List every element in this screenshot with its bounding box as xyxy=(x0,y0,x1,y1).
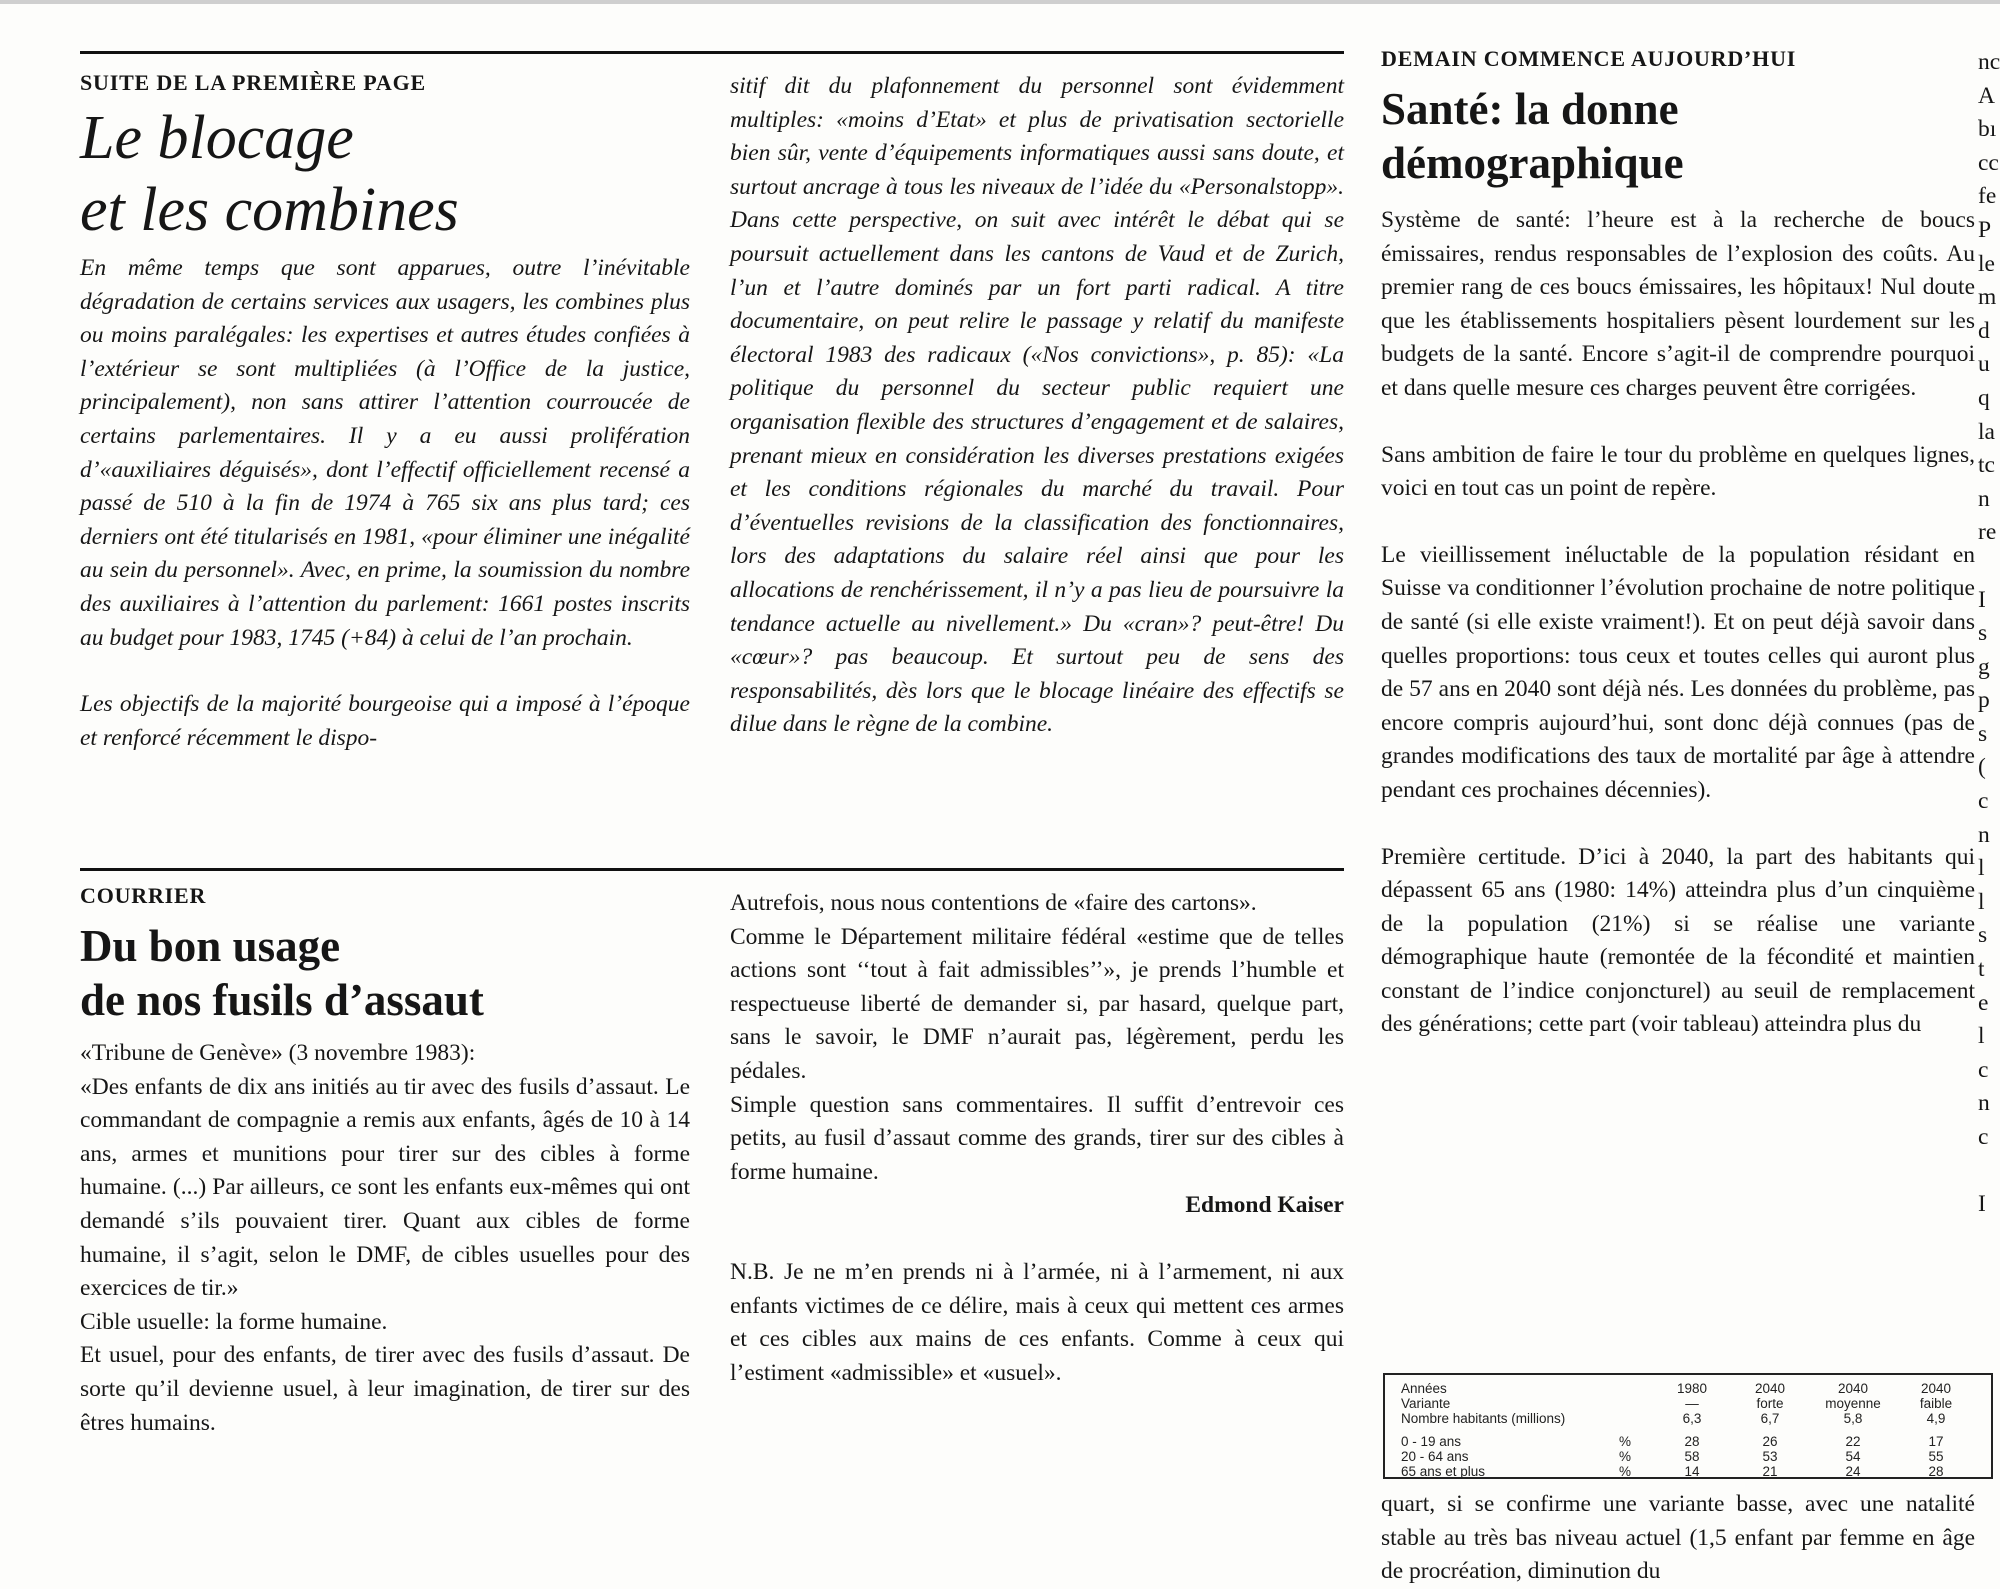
edge-fragment-line: la xyxy=(1978,418,1995,445)
article2-kicker: COURRIER xyxy=(80,883,207,908)
edge-fragment-line: p xyxy=(1978,687,1990,714)
article3-title-line2: démographique xyxy=(1381,138,1684,188)
article1-paragraph: Les objectifs de la majorité bourgeoise qui a imposé à l’époque et renforcé récemment le dispo- xyxy=(80,691,690,751)
edge-fragment-line: l xyxy=(1978,1023,1985,1050)
edge-fragment-line: g xyxy=(1978,653,1990,680)
edge-fragment-line: u xyxy=(1978,351,1990,378)
edge-fragment-line: P xyxy=(1978,216,1992,243)
edge-fragment-line: tc xyxy=(1978,452,1995,479)
edge-column-lines xyxy=(1978,46,2000,1222)
edge-fragment-line: I xyxy=(1978,586,1986,613)
edge-fragment-line: c xyxy=(1978,1056,1989,1083)
edge-fragment-line: m xyxy=(1978,284,1997,311)
article3-paragraph: Système de santé: l’heure est à la recherche de boucs émissaires, rendus responsables de l’explosion des coûts. Au premier rang de ces boucs émissaires, les hôpitaux! Nul doute que les établissements hospitaliers pèsent lourdement sur les budgets de la santé. Encore s’agit-il de comprendre pourquoi et dans quelle mesure ces charges peuvent être corrigées. xyxy=(1381,207,1975,401)
article3-paragraph: Sans ambition de faire le tour du problème en quelques lignes, voici en tout cas un point de repère. xyxy=(1381,441,1975,502)
article1-left-column xyxy=(80,70,690,755)
demographic-table-box xyxy=(1383,1373,1993,1479)
edge-fragment-line: n xyxy=(1978,821,1990,848)
article2-signature: Edmond Kaiser xyxy=(1185,1192,1344,1219)
table-row: Variante — forte moyenne faible xyxy=(1401,1396,1953,1411)
edge-fragment-line xyxy=(1978,1155,2000,1189)
table-row: Années 1980 2040 2040 2040 xyxy=(1401,1381,1952,1396)
article3-title xyxy=(1381,82,1975,190)
article2-right-column xyxy=(730,887,1344,1390)
article1-title-line2: et les combines xyxy=(80,176,459,244)
article1-right-column xyxy=(730,70,1344,742)
article3-kicker: DEMAIN COMMENCE AUJOURD’HUI xyxy=(1381,46,1797,71)
edge-column-fragment xyxy=(1978,46,2000,1536)
article1-title xyxy=(80,102,690,246)
edge-fragment-line: t xyxy=(1978,956,1985,983)
article3-paragraph: quart, si se confirme une variante basse, avec une natalité stable au très bas niveau actuel (1,5 enfant par femme en âge de procréation, diminution du xyxy=(1381,1491,1975,1585)
edge-fragment-line: q xyxy=(1978,384,1990,411)
edge-fragment-line: nc xyxy=(1978,49,2000,75)
page-top-edge xyxy=(0,0,2000,4)
article2-title-line2: de nos fusils d’assaut xyxy=(80,975,484,1025)
article3-after-table xyxy=(1381,1488,1975,1585)
article2-nb: N.B. Je ne m’en prends ni à l’armée, ni à l’armement, ni aux enfants victimes de ce délire, mais à ceux qui mettent ces armes et ces cibles aux mains de ces enfants. Comme à ceux qui l’estiment «admissible» et «usuel». xyxy=(730,1258,1344,1386)
middle-rule xyxy=(80,868,1344,871)
article3-paragraph: Le vieillissement inéluctable de la population résidant en Suisse va conditionner l’évolution prochaine de notre politique de santé (si elle existe vraiment!). Et on peut déjà savoir dans quelles proportions: tous ceux et toutes celles qui auront plus de 57 ans en 2040 sont déjà nés. Les données du problème, pas encore compris aujourd’hui, sont donc déjà connues (pas de grandes modifications des taux de mortalité par âge à attendre pendant ces prochaines décennies). xyxy=(1381,541,1975,803)
edge-fragment-line: s xyxy=(1978,720,1988,747)
edge-fragment-line: A xyxy=(1978,82,1995,109)
top-rule xyxy=(80,51,1344,54)
edge-fragment-line: n xyxy=(1978,485,1990,512)
edge-fragment-line: c xyxy=(1978,788,1989,815)
edge-fragment-line: I xyxy=(1978,1191,1986,1218)
article1-body-col2: sitif dit du plafonnement du personnel sont évidemment multiples: «moins d’Etat» et plus de privatisation sectorielle bien sûr, vente d’équipements informatiques aussi sans doute, et surtout ancrage à tous les niveaux de l’idée du «Personalstopp». Dans cette perspective, on suit avec intérêt le débat qui se poursuit actuellement dans les cantons de Vaud et de Zurich, l’un et l’autre dominés par un fort parti radical. A titre documentaire, on peut relire le passage y relatif du manifeste électoral 1983 des radicaux («Nos convictions», p. 85): «La politique du personnel du secteur public requiert une organisation flexible des structures d’engagement et de salaires, prenant mieux en considération les diverses prestations exigées et les conditions régionales du marché du travail. Pour d’éventuelles revisions de la classification des fonctionnaires, lors des adaptations du salaire réel ainsi que pour les allocations de renchérissement, il n’y a pas lieu de poursuivre la tendance actuelle au nivellement.» Du «cran»? peut-être! Du «cœur»? pas beaucoup. Et surtout peu de sens des responsabilités, dès lors que le blocage linéaire des effectifs se dilue dans le règne de la combine. xyxy=(730,73,1344,738)
edge-fragment-line: cc xyxy=(1978,149,1999,176)
article2-paragraph: Et usuel, pour des enfants, de tirer avec des fusils d’assaut. De sorte qu’il devienne usuel, à leur imagination, de tirer sur des êtres humains. xyxy=(80,1342,690,1436)
article2-paragraph: Cible usuelle: la forme humaine. xyxy=(80,1308,388,1335)
edge-fragment-line: s xyxy=(1978,922,1988,949)
edge-fragment-line: l xyxy=(1978,888,1985,915)
edge-fragment-line: l xyxy=(1978,855,1985,882)
article3-body xyxy=(1381,204,1975,1042)
article2-paragraph: Simple question sans commentaires. Il suffit d’entrevoir ces petits, au fusil d’assaut comme des grands, tirer sur des cibles à forme humaine. xyxy=(730,1091,1344,1185)
edge-fragment-line: le xyxy=(1978,250,1995,277)
article2-paragraph: Autrefois, nous nous contentions de «faire des cartons». xyxy=(730,890,1257,916)
article2-paragraph: «Tribune de Genève» (3 novembre 1983): xyxy=(80,1040,476,1066)
edge-fragment-line: fe xyxy=(1978,183,1997,210)
article1-body-col1 xyxy=(80,252,690,755)
edge-fragment-line: re xyxy=(1978,519,1997,546)
demographic-table xyxy=(1397,1381,1975,1479)
article2-title-line1: Du bon usage xyxy=(80,921,341,971)
edge-fragment-line: e xyxy=(1978,989,1989,1016)
article2-body-col1 xyxy=(80,1037,690,1440)
article2-title xyxy=(80,919,690,1027)
table-spacer xyxy=(1397,1426,1975,1434)
edge-fragment-line: bı xyxy=(1978,116,1997,143)
edge-fragment-line: c xyxy=(1978,1124,1989,1150)
table-row: 65 ans et plus % 14 21 24 28 xyxy=(1401,1464,1944,1479)
article2-left-column xyxy=(80,883,690,1440)
edge-fragment-line: d xyxy=(1978,317,1990,344)
article2-paragraph: «Des enfants de dix ans initiés au tir avec des fusils d’assaut. Le commandant de compagnie a remis aux enfants, âgés de 10 à 14 ans, armes et munitions pour tirer sur des cibles à forme humaine. (...) Par ailleurs, ce sont les enfants eux-mêmes qui ont demandé s’ils pouvaient tirer. Quant aux cibles de forme humaine, il s’agit, selon le DMF, de cibles usuelles pour des exercices de tir.» xyxy=(80,1073,690,1302)
article3-paragraph: Première certitude. D’ici à 2040, la part des habitants qui dépassent 65 ans (1980: 14%) atteindra plus d’un cinquième de la population (21%) si se réalise une variante démographique haute (remontée de la fécondité et maintien constant de l’indice conjoncturel) au seuil de remplacement des générations; cette part (voir tableau) atteindra plus du xyxy=(1381,843,1975,1038)
article3-title-line1: Santé: la donne xyxy=(1381,84,1679,134)
table-row: 0 - 19 ans % 28 26 22 17 xyxy=(1401,1434,1944,1449)
edge-fragment-line xyxy=(1978,550,2000,584)
table-row: 20 - 64 ans % 58 53 54 55 xyxy=(1401,1449,1944,1464)
table-row: Nombre habitants (millions) 6,3 6,7 5,8 4,9 xyxy=(1401,1411,1946,1426)
edge-fragment-line: ( xyxy=(1978,754,1986,781)
article1-kicker: SUITE DE LA PREMIÈRE PAGE xyxy=(80,70,426,95)
edge-fragment-line: n xyxy=(1978,1090,1990,1117)
article1-paragraph: En même temps que sont apparues, outre l’inévitable dégradation de certains services aux usagers, les combines plus ou moins paralégales: les expertises et autres études confiées à l’extérieur se sont multipliées (à l’Office de la justice, principalement), non sans attirer l’attention courroucée de certains parlementaires. Il y a eu aussi prolifération d’«auxiliaires déguisés», dont l’effectif officiellement recensé a passé de 510 à la fin de 1974 à 765 six ans plus tard; ces derniers ont été titularisés en 1981, «pour éliminer une inégalité au sein du personnel». Avec, en prime, la soumission du nombre des auxiliaires à l’attention du parlement: 1661 postes inscrits au budget pour 1983, 1745 (+84) à celui de l’an prochain. xyxy=(80,255,690,651)
article3-column xyxy=(1381,46,1975,1536)
article1-title-line1: Le blocage xyxy=(80,104,354,172)
article2-paragraph: Comme le Département militaire fédéral «estime que de telles actions sont ‘‘tout à fait admissibles’’», je prends l’humble et respectueuse liberté de demander si, par hasard, quelque part, sans le savoir, le DMF n’aurait pas, légèrement, perdu les pédales. xyxy=(730,923,1344,1084)
edge-fragment-line: s xyxy=(1978,620,1988,647)
